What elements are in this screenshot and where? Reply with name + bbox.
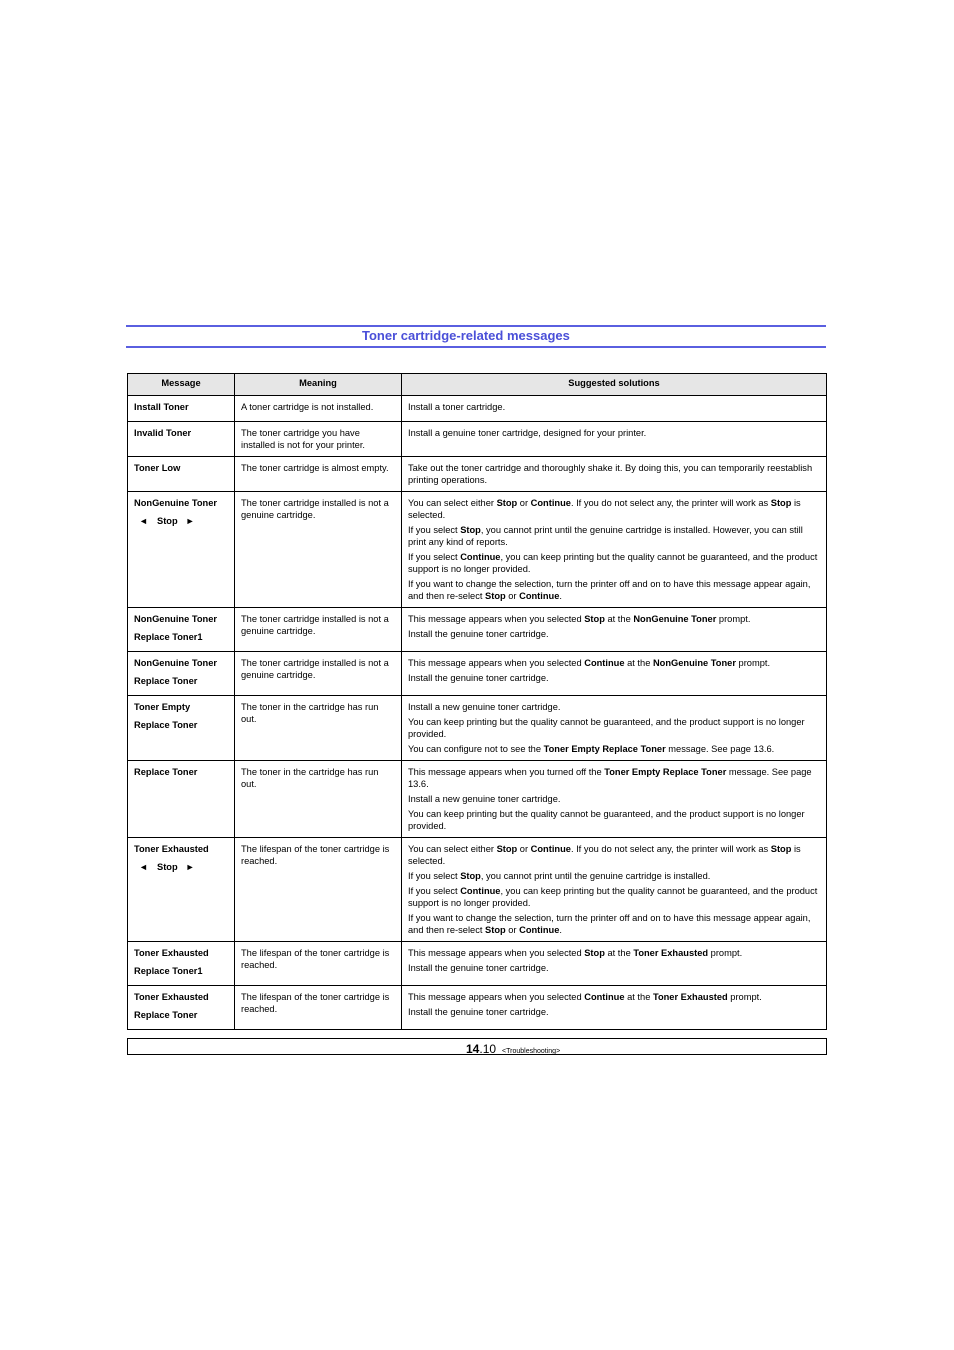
solution-paragraph bbox=[408, 912, 820, 936]
solution-text: , you cannot print until the genuine cartridge is installed. However, you can still print any kind of reports. bbox=[408, 525, 803, 547]
solution-text: You can select either bbox=[408, 498, 497, 508]
solution-paragraph bbox=[408, 657, 820, 669]
meaning-cell: The lifespan of the toner cartridge is reached. bbox=[235, 838, 402, 942]
solution-keyword: Continue bbox=[460, 552, 501, 562]
meaning-cell: The toner in the cartridge has run out. bbox=[235, 761, 402, 838]
message-text: NonGenuine Toner bbox=[134, 614, 217, 624]
solution-keyword: Toner Empty Replace Toner bbox=[543, 744, 666, 754]
solution-text: , you can keep printing but the quality cannot be guaranteed, and the product support is no longer provided. bbox=[408, 552, 818, 574]
solution-keyword: Stop bbox=[460, 871, 481, 881]
solution-paragraph bbox=[408, 885, 820, 909]
message-cell bbox=[128, 696, 235, 761]
message-text: Replace Toner bbox=[134, 676, 198, 686]
table-row bbox=[128, 608, 827, 652]
solution-keyword: Continue bbox=[530, 498, 571, 508]
solution-keyword: Stop bbox=[770, 498, 792, 508]
message-text: Replace Toner bbox=[134, 767, 198, 777]
table-header-row bbox=[128, 374, 827, 396]
message-text: Toner Low bbox=[134, 463, 181, 473]
solution-text: Install the genuine toner cartridge. bbox=[408, 963, 549, 973]
solution-keyword: NonGenuine Toner bbox=[633, 614, 717, 624]
section-title: Toner cartridge-related messages bbox=[362, 328, 570, 343]
message-text: Toner Exhausted bbox=[134, 844, 209, 854]
chapter-name: <Troubleshooting> bbox=[502, 1048, 561, 1055]
solution-keyword: Continue bbox=[460, 886, 501, 896]
table-row bbox=[128, 761, 827, 838]
message-text: Toner Empty bbox=[134, 702, 191, 712]
solution-keyword: Toner Exhausted bbox=[652, 992, 728, 1002]
table-row bbox=[128, 457, 827, 492]
message-cell bbox=[128, 396, 235, 422]
column-header-meaning: Meaning bbox=[235, 374, 402, 396]
solution-keyword: Stop bbox=[584, 614, 605, 624]
meaning-cell: The toner in the cartridge has run out. bbox=[235, 696, 402, 761]
page-number-chapter: 14 bbox=[466, 1042, 480, 1056]
message-cell bbox=[128, 608, 235, 652]
solution-text: This message appears when you turned off the bbox=[408, 767, 605, 777]
right-arrow-icon: ► bbox=[185, 516, 195, 526]
solutions-cell bbox=[402, 396, 827, 422]
solution-text: Install a new genuine toner cartridge. bbox=[408, 794, 561, 804]
solution-keyword: Toner Exhausted bbox=[633, 948, 709, 958]
solutions-cell bbox=[402, 608, 827, 652]
solution-keyword: Continue bbox=[584, 992, 625, 1002]
meaning-cell: The toner cartridge installed is not a genuine cartridge. bbox=[235, 652, 402, 696]
solution-paragraph bbox=[408, 578, 820, 602]
solution-text: or bbox=[517, 844, 531, 854]
solutions-cell bbox=[402, 942, 827, 986]
solution-paragraph bbox=[408, 401, 820, 413]
solution-paragraph bbox=[408, 701, 820, 713]
message-cell bbox=[128, 652, 235, 696]
solution-text: If you select bbox=[408, 886, 461, 896]
solution-text: Install a new genuine toner cartridge. bbox=[408, 702, 561, 712]
solution-text: If you want to change the selection, turn the printer off and on to have this message appear again, and then re-select bbox=[408, 579, 811, 601]
table-row bbox=[128, 652, 827, 696]
solutions-cell bbox=[402, 838, 827, 942]
meaning-cell: The lifespan of the toner cartridge is reached. bbox=[235, 942, 402, 986]
solution-text: prompt. bbox=[735, 658, 771, 668]
solution-keyword: Stop bbox=[485, 591, 506, 601]
solution-text: at the bbox=[624, 658, 653, 668]
table-row bbox=[128, 492, 827, 608]
messages-table bbox=[127, 373, 827, 1030]
meaning-cell: The toner cartridge is almost empty. bbox=[235, 457, 402, 492]
solution-keyword: Stop bbox=[496, 498, 518, 508]
solution-keyword: NonGenuine Toner bbox=[652, 658, 736, 668]
table-body bbox=[128, 396, 827, 1030]
solution-paragraph bbox=[408, 991, 820, 1003]
message-text: Replace Toner bbox=[134, 720, 198, 730]
solution-text: at the bbox=[624, 992, 653, 1002]
solution-keyword: Stop bbox=[485, 925, 506, 935]
solution-text: Install the genuine toner cartridge. bbox=[408, 673, 549, 683]
message-text: Install Toner bbox=[134, 402, 189, 412]
panel-selection-display bbox=[134, 861, 228, 873]
solution-text: This message appears when you selected bbox=[408, 948, 585, 958]
column-header-solutions: Suggested solutions bbox=[402, 374, 827, 396]
table-row bbox=[128, 986, 827, 1030]
solution-paragraph bbox=[408, 766, 820, 790]
solution-keyword: Continue bbox=[519, 925, 560, 935]
solution-paragraph bbox=[408, 870, 820, 882]
solution-text: message. See page 13.6. bbox=[408, 767, 812, 789]
solution-text: is selected. bbox=[408, 844, 801, 866]
solution-paragraph bbox=[408, 808, 820, 832]
solution-text: prompt. bbox=[716, 614, 751, 624]
solution-keyword: Continue bbox=[519, 591, 560, 601]
solution-text: at the bbox=[604, 948, 634, 958]
solution-text: You can select either bbox=[408, 844, 497, 854]
solution-text: If you select bbox=[408, 871, 461, 881]
solution-text: prompt. bbox=[708, 948, 743, 958]
solution-paragraph bbox=[408, 524, 820, 548]
solution-text: . If you do not select any, the printer will work as bbox=[570, 498, 771, 508]
page-number-page: .10 bbox=[479, 1042, 497, 1056]
solution-paragraph bbox=[408, 551, 820, 575]
solution-paragraph bbox=[408, 672, 820, 684]
solution-text: . bbox=[559, 925, 562, 935]
solution-keyword: Toner Empty Replace Toner bbox=[604, 767, 727, 777]
solution-paragraph bbox=[408, 743, 820, 755]
solution-text: You can configure not to see the bbox=[408, 744, 544, 754]
solution-text: . If you do not select any, the printer will work as bbox=[570, 844, 771, 854]
solution-paragraph bbox=[408, 613, 820, 625]
meaning-cell: The toner cartridge installed is not a genuine cartridge. bbox=[235, 492, 402, 608]
solution-paragraph bbox=[408, 843, 820, 867]
message-cell bbox=[128, 986, 235, 1030]
message-cell bbox=[128, 761, 235, 838]
section-header bbox=[126, 325, 826, 348]
solution-text: at the bbox=[604, 614, 634, 624]
page-number bbox=[466, 1040, 560, 1058]
message-text: Toner Exhausted bbox=[134, 992, 209, 1002]
solution-text: or bbox=[505, 591, 520, 601]
solutions-cell bbox=[402, 492, 827, 608]
solution-text: or bbox=[517, 498, 531, 508]
solution-keyword: Stop bbox=[460, 525, 481, 535]
solution-text: Take out the toner cartridge and thoroughly shake it. By doing this, you can temporarily reestablish printing operations. bbox=[408, 463, 813, 485]
message-text: Invalid Toner bbox=[134, 428, 192, 438]
solution-text: If you want to change the selection, turn the printer off and on to have this message appear again, and then re-select bbox=[408, 913, 811, 935]
solutions-cell bbox=[402, 652, 827, 696]
solution-keyword: Continue bbox=[530, 844, 571, 854]
solution-paragraph bbox=[408, 962, 820, 974]
solution-text: . bbox=[559, 591, 562, 601]
message-text: Replace Toner1 bbox=[134, 966, 203, 976]
solutions-cell bbox=[402, 761, 827, 838]
selection-option-label: Stop bbox=[157, 516, 178, 526]
solutions-cell bbox=[402, 986, 827, 1030]
solutions-cell bbox=[402, 457, 827, 492]
solution-keyword: Stop bbox=[584, 948, 605, 958]
solution-text: Install a toner cartridge. bbox=[408, 402, 506, 412]
solution-text: prompt. bbox=[727, 992, 762, 1002]
right-arrow-icon: ► bbox=[185, 862, 195, 872]
solution-text: If you select bbox=[408, 552, 461, 562]
solution-text: This message appears when you selected bbox=[408, 658, 585, 668]
solution-paragraph bbox=[408, 497, 820, 521]
message-text: Toner Exhausted bbox=[134, 948, 209, 958]
table-row bbox=[128, 396, 827, 422]
solution-keyword: Stop bbox=[770, 844, 792, 854]
solution-keyword: Continue bbox=[584, 658, 625, 668]
table-row bbox=[128, 942, 827, 986]
message-cell bbox=[128, 838, 235, 942]
message-text: NonGenuine Toner bbox=[134, 498, 217, 508]
solution-paragraph bbox=[408, 628, 820, 640]
solution-paragraph bbox=[408, 1006, 820, 1018]
solution-paragraph bbox=[408, 462, 820, 486]
selection-option-label: Stop bbox=[157, 862, 178, 872]
solution-text: This message appears when you selected bbox=[408, 992, 585, 1002]
solution-text: , you cannot print until the genuine cartridge is installed. bbox=[480, 871, 711, 881]
meaning-cell: A toner cartridge is not installed. bbox=[235, 396, 402, 422]
solution-text: is selected. bbox=[408, 498, 801, 520]
solution-text: Install the genuine toner cartridge. bbox=[408, 1007, 549, 1017]
table-row bbox=[128, 422, 827, 457]
message-text: Replace Toner bbox=[134, 1010, 198, 1020]
solution-text: Install a genuine toner cartridge, designed for your printer. bbox=[408, 428, 647, 438]
solution-paragraph bbox=[408, 793, 820, 805]
message-text: Replace Toner1 bbox=[134, 632, 203, 642]
solution-paragraph bbox=[408, 947, 820, 959]
meaning-cell: The toner cartridge installed is not a genuine cartridge. bbox=[235, 608, 402, 652]
solution-text: Install the genuine toner cartridge. bbox=[408, 629, 549, 639]
page-footer bbox=[127, 1038, 827, 1055]
column-header-message: Message bbox=[128, 374, 235, 396]
message-cell bbox=[128, 942, 235, 986]
table-row bbox=[128, 696, 827, 761]
solution-text: If you select bbox=[408, 525, 461, 535]
solution-paragraph bbox=[408, 427, 820, 439]
solutions-cell bbox=[402, 696, 827, 761]
meaning-cell: The toner cartridge you have installed is not for your printer. bbox=[235, 422, 402, 457]
solution-text: You can keep printing but the quality cannot be guaranteed, and the product support is no longer provided. bbox=[408, 717, 805, 739]
solutions-cell bbox=[402, 422, 827, 457]
solution-text: or bbox=[505, 925, 520, 935]
solution-text: This message appears when you selected bbox=[408, 614, 585, 624]
message-cell bbox=[128, 422, 235, 457]
solution-paragraph bbox=[408, 716, 820, 740]
meaning-cell: The lifespan of the toner cartridge is reached. bbox=[235, 986, 402, 1030]
solution-text: message. See page 13.6. bbox=[665, 744, 775, 754]
message-text: NonGenuine Toner bbox=[134, 658, 217, 668]
solution-keyword: Stop bbox=[496, 844, 518, 854]
left-arrow-icon: ◄ bbox=[139, 862, 148, 872]
panel-selection-display bbox=[134, 515, 228, 527]
solution-text: , you can keep printing but the quality cannot be guaranteed, and the product support is no longer provided. bbox=[408, 886, 818, 908]
table-row bbox=[128, 838, 827, 942]
left-arrow-icon: ◄ bbox=[139, 516, 148, 526]
message-cell bbox=[128, 457, 235, 492]
solution-text: You can keep printing but the quality cannot be guaranteed, and the product support is no longer provided. bbox=[408, 809, 805, 831]
message-cell bbox=[128, 492, 235, 608]
